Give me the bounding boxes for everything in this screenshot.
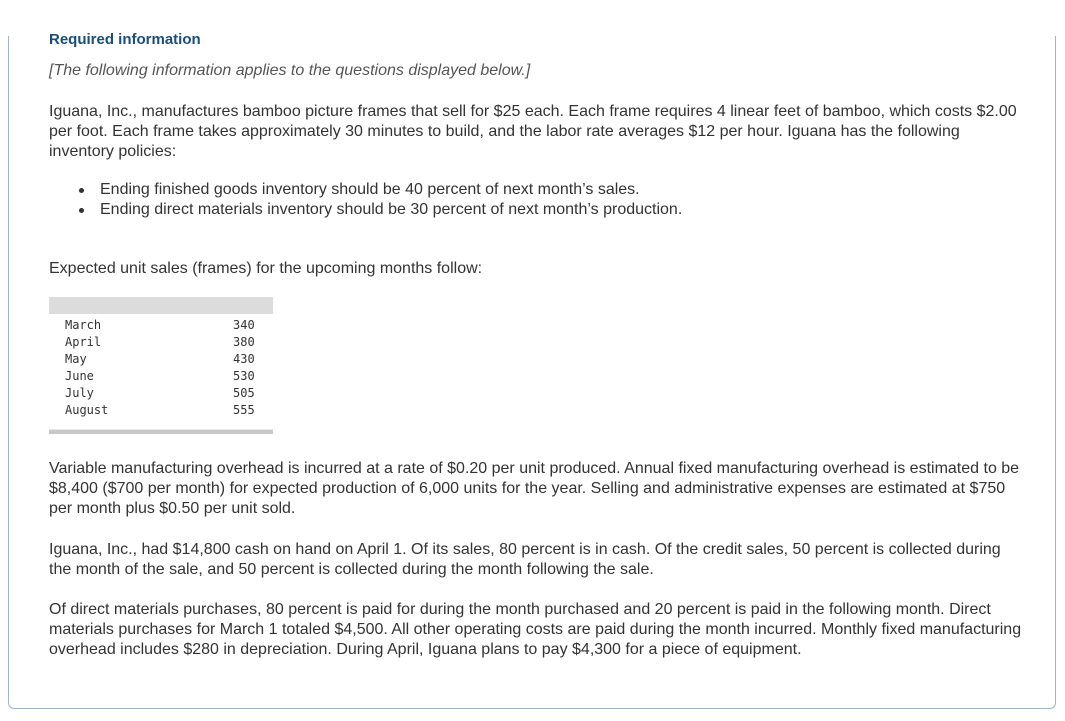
purchases-paragraph: Of direct materials purchases, 80 percent is paid for during the month purchased and 20 percent is paid in the following month. Direct materials purchases for March 1 totaled $4,500. All other operating costs are paid during the month incurred. Monthly fixed manufacturing overhead includes $280 in depreciation. During April, Iguana plans to pay $4,300 for a piece of equipment.	[49, 601, 1022, 658]
units-cell: 530	[233, 369, 255, 383]
month-cell: March	[65, 318, 102, 332]
month-cell: April	[65, 335, 102, 349]
units-cell: 555	[233, 403, 255, 417]
section-title: Required information	[49, 31, 201, 48]
sales-table	[49, 297, 273, 434]
cash-paragraph: Iguana, Inc., had $14,800 cash on hand on April 1. Of its sales, 80 percent is in cash. Of the credit sales, 50 percent is collected during the month of the sale, and 50 percent is collected during the month following the sale.	[49, 541, 1001, 578]
table-row	[49, 385, 273, 402]
inventory-policies-list	[75, 180, 682, 220]
list-item	[75, 180, 682, 200]
table-row	[49, 368, 273, 385]
table-header	[49, 297, 273, 314]
month-cell: August	[65, 403, 109, 417]
units-cell: 505	[233, 386, 255, 400]
table-row	[49, 317, 273, 334]
intro-paragraph: Iguana, Inc., manufactures bamboo picture frames that sell for $25 each. Each frame requires 4 linear feet of bamboo, which costs $2.00 per foot. Each frame takes approximately 30 minutes to build, and the labor rate averages $12 per hour. Iguana has the following inventory policies:	[49, 103, 1017, 160]
table-row	[49, 334, 273, 351]
month-cell: May	[65, 352, 87, 366]
policy-text: Ending finished goods inventory should be 40 percent of next month’s sales.	[100, 181, 640, 198]
list-item	[75, 200, 682, 220]
sales-intro: Expected unit sales (frames) for the upcoming months follow:	[49, 260, 483, 277]
overhead-paragraph: Variable manufacturing overhead is incurred at a rate of $0.20 per unit produced. Annual fixed manufacturing overhead is estimated to be $8,400 ($700 per month) for expected production of 6,000 units for the year. Selling and administrative expenses are estimated at $750 per month plus $0.50 per unit sold.	[49, 460, 1020, 517]
policy-text: Ending direct materials inventory should be 30 percent of next month’s production.	[100, 201, 683, 218]
bullet-icon	[79, 208, 84, 213]
units-cell: 430	[233, 352, 255, 366]
units-cell: 380	[233, 335, 255, 349]
table-row	[49, 351, 273, 368]
table-body	[49, 314, 273, 427]
month-cell: July	[65, 386, 94, 400]
month-cell: June	[65, 369, 94, 383]
table-row	[49, 402, 273, 419]
table-footer	[49, 429, 273, 434]
units-cell: 340	[233, 318, 255, 332]
bullet-icon	[79, 188, 84, 193]
applies-note: [The following information applies to the questions displayed below.]	[49, 62, 531, 79]
